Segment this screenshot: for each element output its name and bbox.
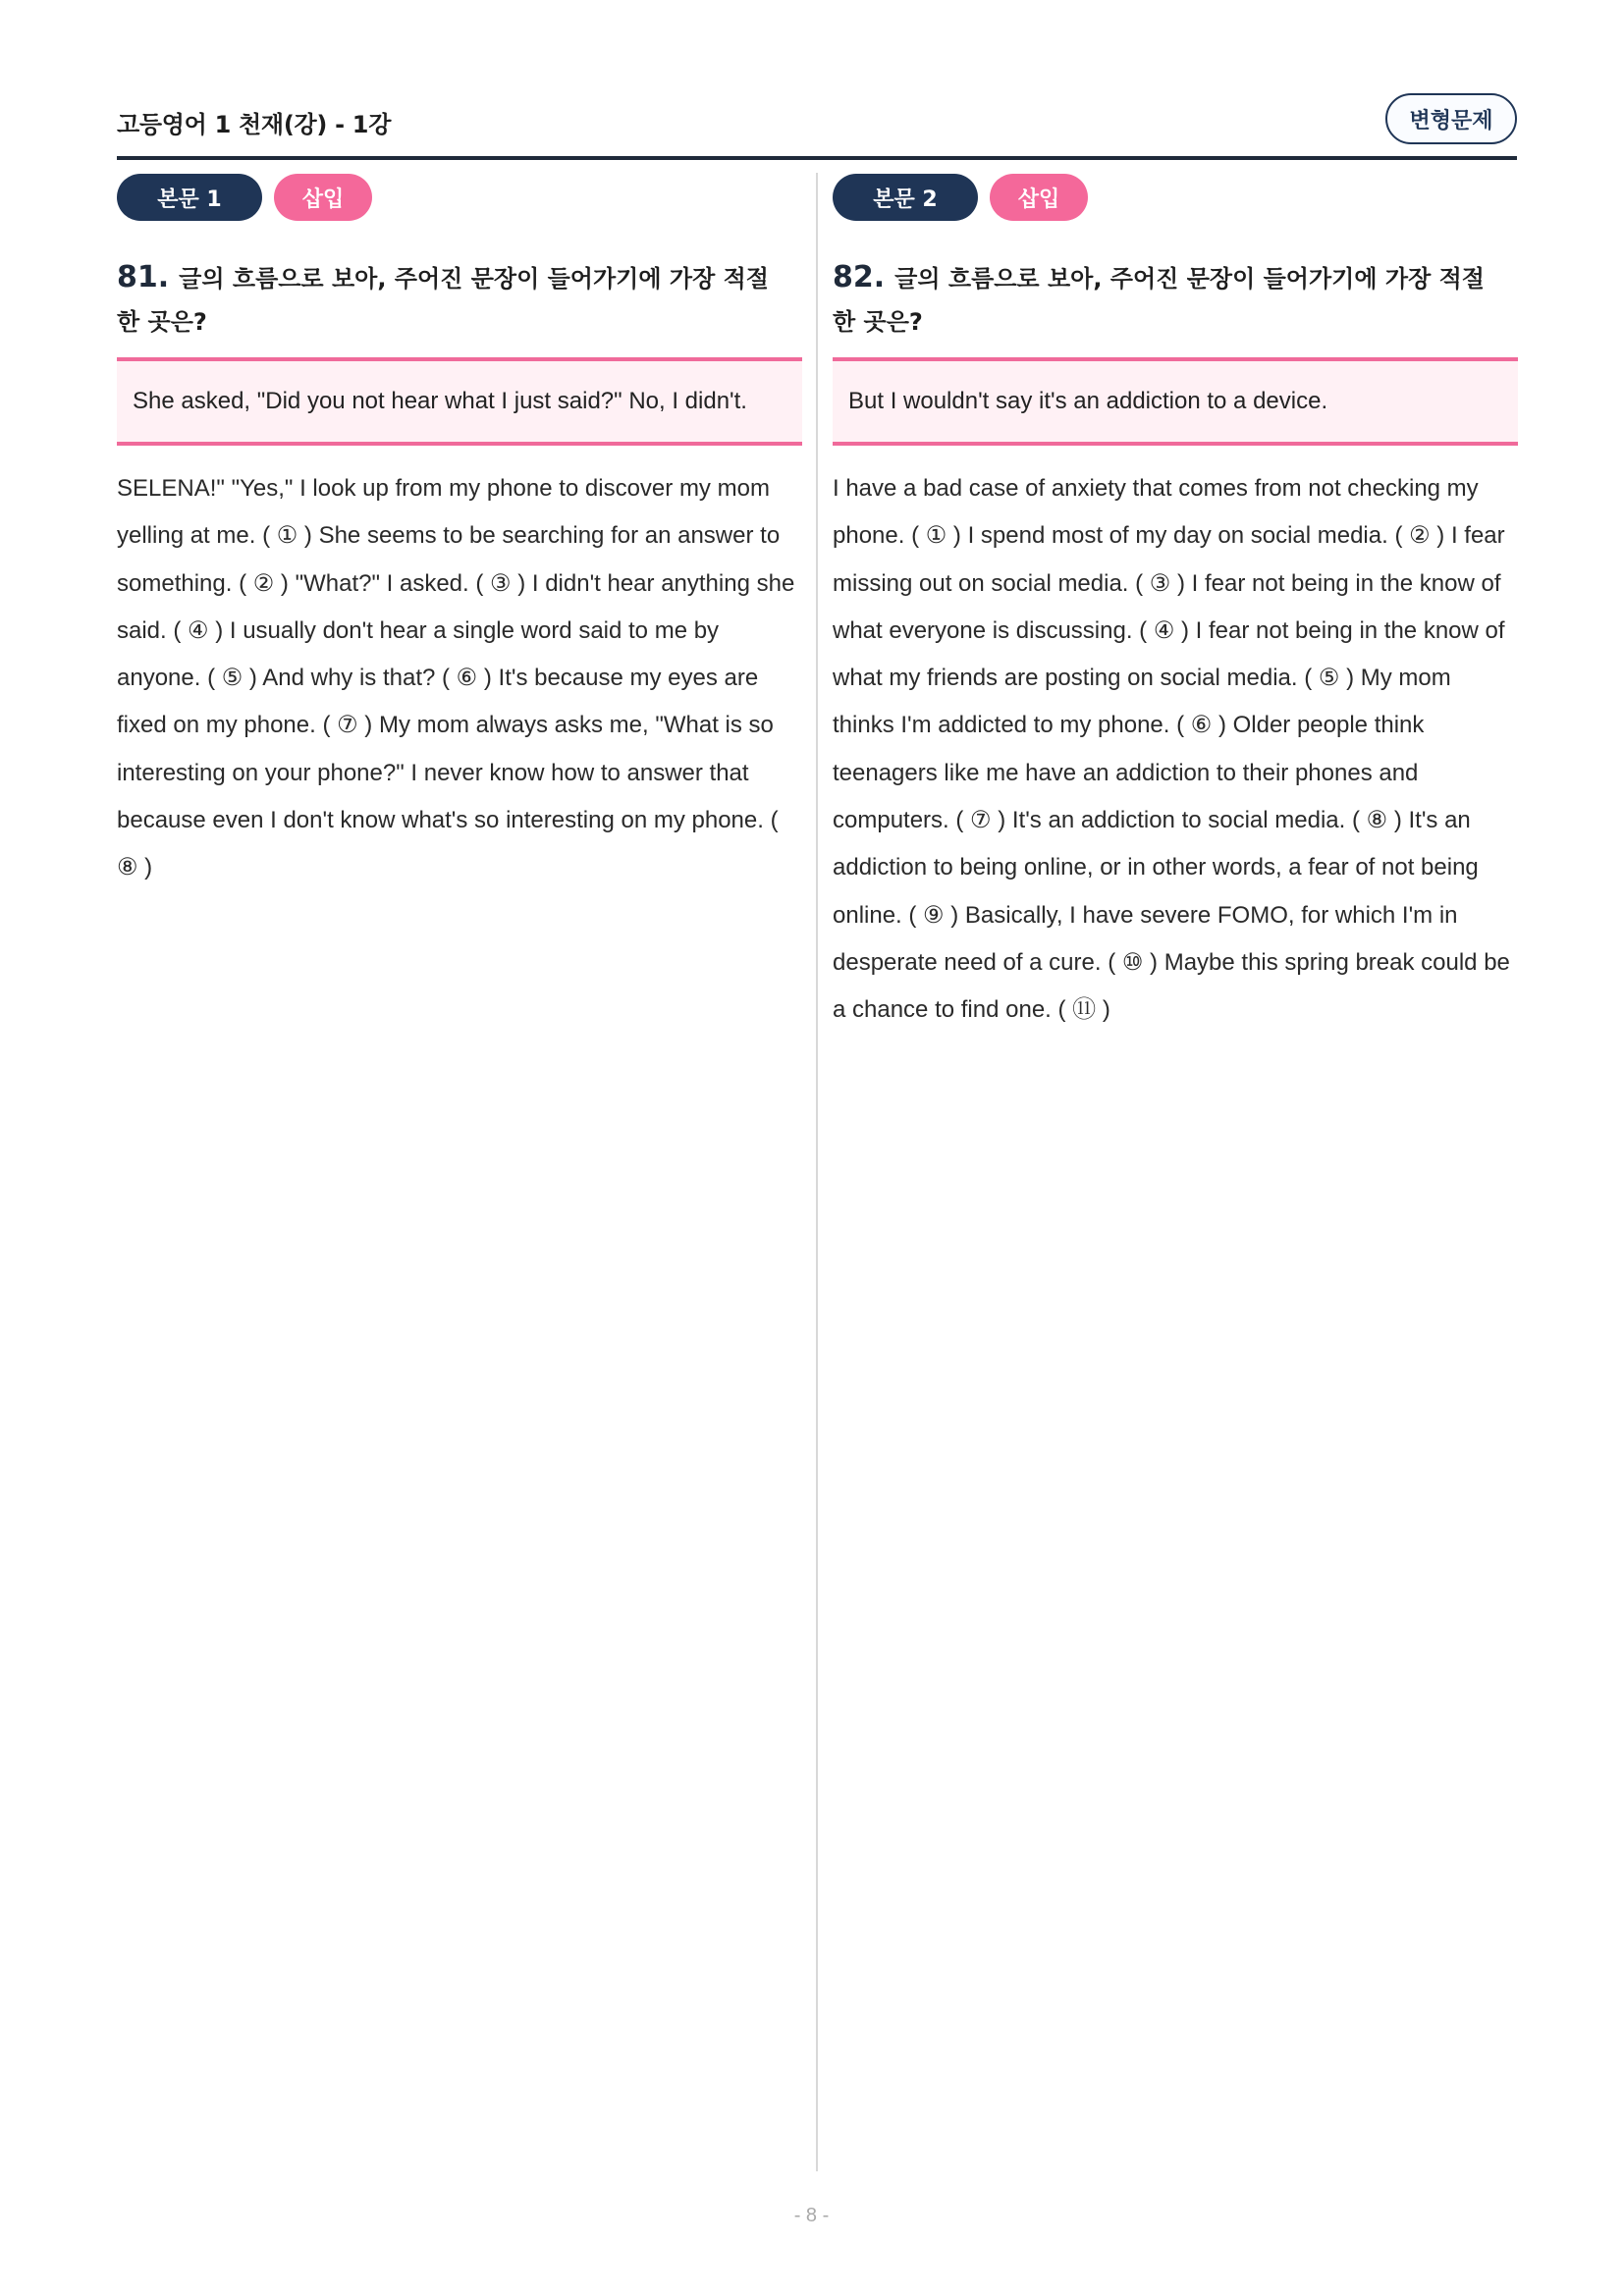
column-divider — [816, 173, 818, 2171]
given-sentence-box — [833, 357, 1518, 446]
page-number: - 8 - — [793, 2205, 830, 2226]
question-number: 81. — [117, 260, 170, 294]
question-prompt — [117, 256, 784, 344]
passage-text: SELENA!" "Yes," I look up from my phone to discover my mom yelling at me. ( ① ) She seems to be searching for an answer to something. ( ② ) "What?" I asked. ( ③ ) I didn't hear anything she said. ( ④ ) I usually don't hear a single word said to me by anyone. ( ⑤ ) And why is that? ( ⑥ ) It's because my eyes are fixed on my phone. ( ⑦ ) My mom always asks me, "What is so interesting on your phone?" I never know how to answer that because even I don't know what's so interesting on my phone. ( ⑧ ) — [117, 475, 795, 881]
question-type-tag: 삽입 — [990, 174, 1088, 221]
passage-text: I have a bad case of anxiety that comes from not checking my phone. ( ① ) I spend most of my day on social media. ( ② ) I fear missing out on social media. ( ③ ) I fear not being in the know of what everyone is discussing. ( ④ ) I fear not being in the know of what my friends are posting on social media. ( ⑤ ) My mom thinks I'm addicted to my phone. ( ⑥ ) Older people think teenagers like me have an addiction to their phones and computers. ( ⑦ ) It's an addiction to social media. ( ⑧ ) It's an addiction to being online, or in other words, a fear of not being online. ( ⑨ ) Basically, I have severe FOMO, for which I'm in desperate need of a cure. ( ⑩ ) Maybe this spring break could be a chance to find one. ( ⑪ ) — [833, 475, 1510, 1024]
given-sentence: She asked, "Did you not hear what I just said?" No, I didn't. — [133, 388, 747, 414]
section-tag: 본문 2 — [833, 174, 978, 221]
question-type-tag: 삽입 — [274, 174, 372, 221]
document-title: 고등영어 1 천재(강) - 1강 — [117, 111, 392, 138]
question-block-81 — [117, 174, 802, 892]
question-block-82 — [833, 174, 1518, 1035]
question-prompt — [833, 256, 1500, 344]
question-number: 82. — [833, 260, 886, 294]
page-header — [117, 93, 1517, 162]
question-text: 글의 흐름으로 보아, 주어진 문장이 들어가기에 가장 적절한 곳은? — [117, 265, 769, 336]
given-sentence: But I wouldn't say it's an addiction to a device. — [848, 388, 1328, 414]
given-sentence-box — [117, 357, 802, 446]
header-divider — [117, 156, 1517, 160]
section-tag: 본문 1 — [117, 174, 262, 221]
question-tags — [833, 174, 1518, 221]
question-type-badge: 변형문제 — [1385, 93, 1517, 144]
question-tags — [117, 174, 802, 221]
question-text: 글의 흐름으로 보아, 주어진 문장이 들어가기에 가장 적절한 곳은? — [833, 265, 1485, 336]
